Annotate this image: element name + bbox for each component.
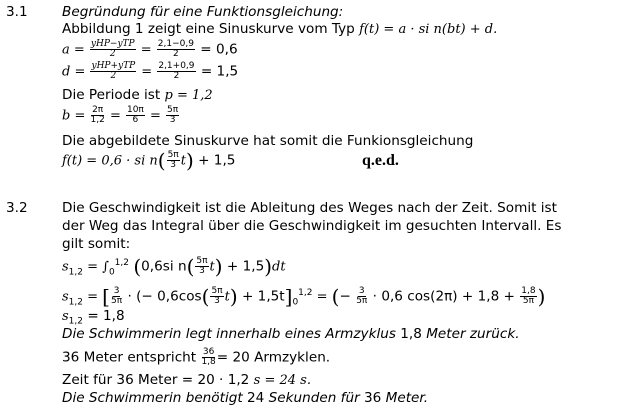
text-line: 36 Meter entspricht $\frac{36}{1,8}$ = 20 Armzyklen. (62, 347, 331, 367)
section-number: 3.1 (6, 4, 28, 20)
text-line: Die Geschwindigkeit ist die Ableitung des Weges nach der Zeit. Somit ist (62, 200, 557, 216)
result-equation: $s_{1,2} = 1,8$ (62, 308, 125, 327)
equation-a: a = yHP−yTP 2 = $\frac{2,1-0,9}{2}$ = 0,6 (62, 39, 238, 59)
intro-line: Abbildung 1 zeigt eine Sinuskurve vom Typ f(t) = a · si n(bt) + d. (62, 21, 498, 37)
equation-d: d = yHP+yTP 2 = $\frac{2,1+0,9}{2}$ = 1,5 (62, 61, 239, 81)
function-equation: f(t) = 0,6 · si n( $\frac{5\pi}{3}$ t) + 1,5 (62, 148, 236, 173)
section-title: Begründung für eine Funktionsgleichung: (62, 4, 344, 20)
qed-mark: q.e.d. (362, 152, 399, 169)
text-line: Die Schwimmerin benötigt 24 Sekunden für 36 Meter. (62, 390, 429, 406)
antiderivative-equation: $s_{1,2}$ = [ $\frac{3}{5\pi}$ · (− 0,6cos( $\frac{5\pi}{3}$ $t) + 1,5t]_0^{1,2}$ = (− $\frac{3}{5\pi}$ · 0,6 cos(2π) + 1,8 + $\frac{1,8}{5\pi}$ ) (62, 284, 546, 309)
period-line: Die Periode ist p = 1,2 (62, 87, 213, 103)
conclusion-line: Die abgebildete Sinuskurve hat somit die Funkionsgleichung (62, 133, 474, 149)
text-line: Zeit für 36 Meter = 20 · 1,2 s = 24 s. (62, 372, 311, 388)
text-line: gilt somit: (62, 236, 131, 252)
text-line: der Weg das Integral über die Geschwindigkeit im gesuchten Intervall. Es (62, 218, 562, 234)
text-line: Die Schwimmerin legt innerhalb eines Armzyklus 1,8 Meter zurück. (62, 326, 520, 342)
integral-equation: $s_{1,2} = \int_0^{1,2}$ (0,6si n( $\frac{5\pi}{3}$ t) + 1,5)dt (62, 254, 286, 279)
equation-b: b = $\frac{2\pi}{1,2}$ = $\frac{10\pi}{6}$ = $\frac{5\pi}{3}$ (62, 105, 179, 125)
section-number: 3.2 (6, 200, 28, 216)
